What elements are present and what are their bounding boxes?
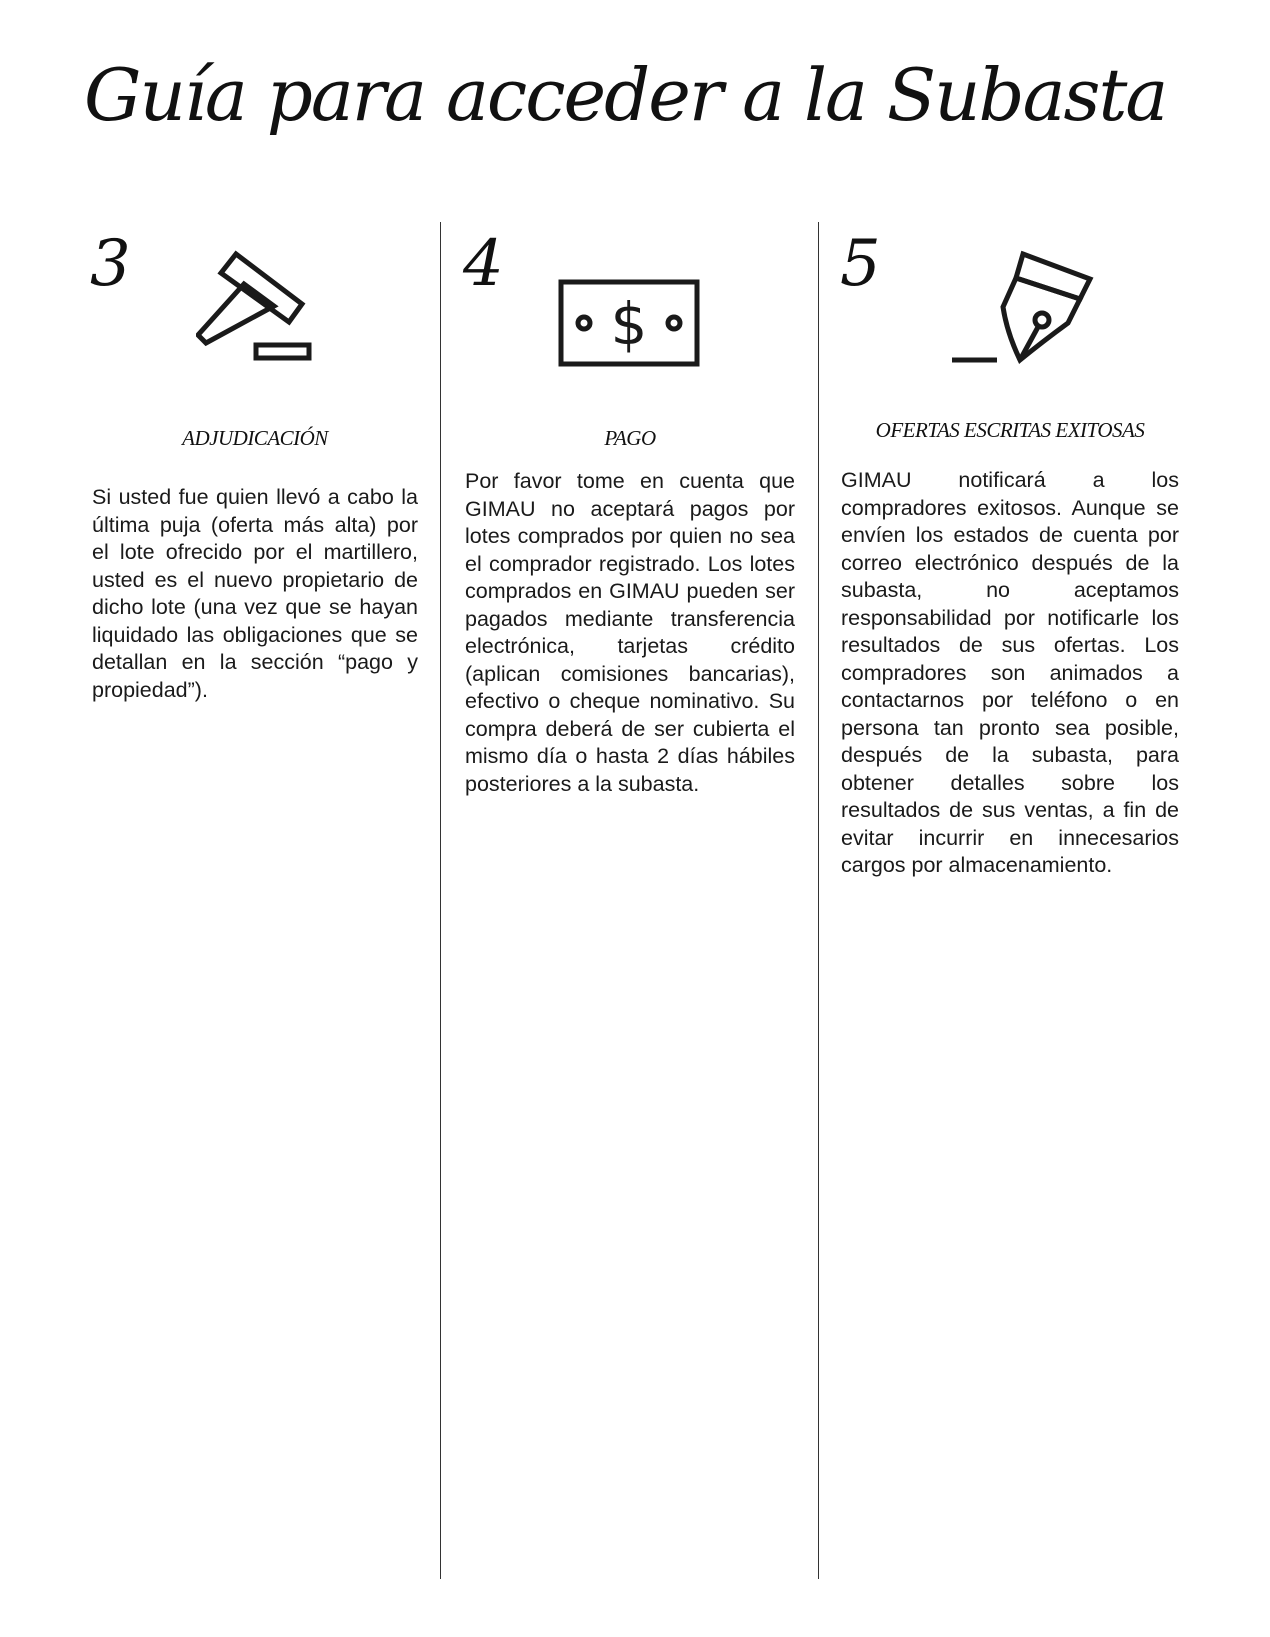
- svg-text:$: $: [610, 290, 648, 358]
- column-divider-left: [440, 222, 441, 1579]
- step-number: 4: [463, 227, 504, 301]
- page-title: Guía para acceder a la Subasta: [84, 53, 1167, 137]
- step-number: 3: [90, 227, 131, 301]
- step-body: Si usted fue quien llevó a cabo la última puja (oferta más alta) por el lote ofrecido por el martillero, usted es el nuevo propietario de dicho lote (una vez que se hayan liquidado las obligaciones que se detallan en la sección “pago y propiedad”).: [92, 485, 418, 702]
- step-heading: PAGO: [604, 426, 656, 450]
- column-divider-right: [818, 222, 819, 1579]
- step-body: Por favor tome en cuenta que GIMAU no aceptará pagos por lotes comprados por quien no sea el comprador registrado. Los lotes comprados en GIMAU pueden ser pagados mediante transferencia electrónica, tarjetas crédito (aplican comisiones bancarias), efectivo o cheque nominativo. Su compra deberá de ser cubierta el mismo día o hasta 2 días hábiles posteriores a la subasta.: [465, 469, 795, 796]
- fountain-pen-icon: [950, 250, 1100, 366]
- gavel-icon: [196, 248, 322, 364]
- step-heading: ADJUDICACIÓN: [182, 426, 328, 450]
- step-body: GIMAU notificará a los compradores exitosos. Aunque se envíen los estados de cuenta por correo electrónico después de la subasta, no aceptamos responsabilidad por notificarle los resultados de sus ofertas. Los compradores son animados a contactarnos por teléfono o en persona tan pronto sea posible, después de la subasta, para obtener detalles sobre los resultados de sus ventas, a fin de evitar incurrir en innecesarios cargos por almacenamiento.: [841, 468, 1179, 877]
- dollar-bill-icon: [558, 278, 700, 368]
- step-heading: OFERTAS ESCRITAS EXITOSAS: [875, 418, 1145, 442]
- step-number: 5: [840, 227, 881, 301]
